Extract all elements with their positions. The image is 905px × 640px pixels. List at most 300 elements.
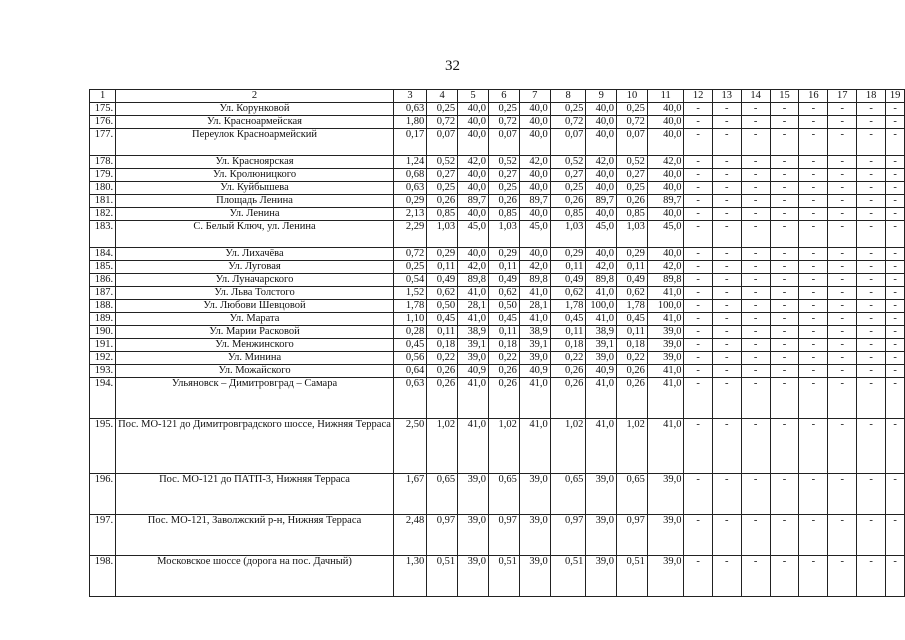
empty-cell: - — [857, 274, 886, 287]
empty-cell: - — [741, 365, 770, 378]
value-cell: 41,0 — [586, 313, 617, 326]
value-cell: 42,0 — [647, 156, 684, 169]
value-cell: 40,0 — [458, 103, 489, 116]
value-cell: 41,0 — [458, 378, 489, 419]
table-row — [90, 103, 905, 116]
row-number: 190. — [90, 326, 116, 339]
empty-cell: - — [741, 221, 770, 248]
empty-cell: - — [857, 419, 886, 474]
empty-cell: - — [799, 287, 828, 300]
value-cell: 0,68 — [393, 169, 426, 182]
value-cell: 0,51 — [488, 556, 519, 597]
value-cell: 0,11 — [427, 326, 458, 339]
empty-cell: - — [712, 129, 741, 156]
column-header: 17 — [828, 90, 857, 103]
empty-cell: - — [857, 129, 886, 156]
value-cell: 45,0 — [647, 221, 684, 248]
empty-cell: - — [712, 365, 741, 378]
value-cell: 89,8 — [586, 274, 617, 287]
empty-cell: - — [857, 195, 886, 208]
empty-cell: - — [828, 156, 857, 169]
value-cell: 41,0 — [586, 287, 617, 300]
empty-cell: - — [886, 195, 905, 208]
row-number: 184. — [90, 248, 116, 261]
value-cell: 1,52 — [393, 287, 426, 300]
value-cell: 41,0 — [647, 365, 684, 378]
empty-cell: - — [712, 378, 741, 419]
value-cell: 100,0 — [586, 300, 617, 313]
row-number: 178. — [90, 156, 116, 169]
value-cell: 41,0 — [647, 419, 684, 474]
empty-cell: - — [684, 116, 712, 129]
value-cell: 0,63 — [393, 103, 426, 116]
value-cell: 0,65 — [427, 474, 458, 515]
empty-cell: - — [770, 419, 799, 474]
value-cell: 0,27 — [427, 169, 458, 182]
value-cell: 40,9 — [458, 365, 489, 378]
value-cell: 0,49 — [427, 274, 458, 287]
value-cell: 39,0 — [647, 556, 684, 597]
value-cell: 0,22 — [550, 352, 586, 365]
value-cell: 39,0 — [586, 474, 617, 515]
empty-cell: - — [770, 556, 799, 597]
empty-cell: - — [799, 419, 828, 474]
table-row — [90, 182, 905, 195]
empty-cell: - — [684, 287, 712, 300]
empty-cell: - — [684, 103, 712, 116]
empty-cell: - — [741, 300, 770, 313]
value-cell: 41,0 — [519, 419, 550, 474]
value-cell: 41,0 — [519, 287, 550, 300]
empty-cell: - — [741, 419, 770, 474]
empty-cell: - — [741, 274, 770, 287]
empty-cell: - — [741, 116, 770, 129]
empty-cell: - — [799, 515, 828, 556]
value-cell: 0,49 — [550, 274, 586, 287]
value-cell: 1,02 — [617, 419, 648, 474]
value-cell: 41,0 — [647, 378, 684, 419]
row-number: 176. — [90, 116, 116, 129]
table-row — [90, 208, 905, 221]
empty-cell: - — [741, 195, 770, 208]
value-cell: 1,03 — [550, 221, 586, 248]
empty-cell: - — [799, 326, 828, 339]
empty-cell: - — [741, 352, 770, 365]
value-cell: 0,97 — [427, 515, 458, 556]
empty-cell: - — [770, 156, 799, 169]
value-cell: 39,0 — [586, 352, 617, 365]
empty-cell: - — [770, 103, 799, 116]
empty-cell: - — [712, 156, 741, 169]
table-row — [90, 365, 905, 378]
row-number: 196. — [90, 474, 116, 515]
column-header: 15 — [770, 90, 799, 103]
value-cell: 0,17 — [393, 129, 426, 156]
empty-cell: - — [828, 515, 857, 556]
empty-cell: - — [684, 419, 712, 474]
empty-cell: - — [857, 326, 886, 339]
value-cell: 0,54 — [393, 274, 426, 287]
value-cell: 41,0 — [458, 313, 489, 326]
value-cell: 1,03 — [488, 221, 519, 248]
empty-cell: - — [886, 556, 905, 597]
empty-cell: - — [857, 474, 886, 515]
empty-cell: - — [857, 221, 886, 248]
value-cell: 0,27 — [488, 169, 519, 182]
empty-cell: - — [770, 287, 799, 300]
value-cell: 42,0 — [647, 261, 684, 274]
value-cell: 0,29 — [393, 195, 426, 208]
street-name: Площадь Ленина — [116, 195, 394, 208]
value-cell: 0,11 — [550, 326, 586, 339]
value-cell: 40,0 — [458, 116, 489, 129]
value-cell: 39,0 — [458, 474, 489, 515]
value-cell: 0,18 — [488, 339, 519, 352]
row-number: 195. — [90, 419, 116, 474]
empty-cell: - — [684, 339, 712, 352]
value-cell: 0,26 — [427, 365, 458, 378]
empty-cell: - — [684, 274, 712, 287]
empty-cell: - — [712, 515, 741, 556]
row-number: 183. — [90, 221, 116, 248]
value-cell: 0,25 — [427, 182, 458, 195]
value-cell: 0,62 — [427, 287, 458, 300]
row-number: 194. — [90, 378, 116, 419]
value-cell: 42,0 — [586, 261, 617, 274]
page-number: 32 — [445, 58, 460, 74]
empty-cell: - — [828, 326, 857, 339]
value-cell: 0,29 — [427, 248, 458, 261]
table-row — [90, 313, 905, 326]
value-cell: 0,11 — [617, 261, 648, 274]
value-cell: 39,0 — [647, 474, 684, 515]
row-number: 182. — [90, 208, 116, 221]
empty-cell: - — [684, 221, 712, 248]
column-header: 16 — [799, 90, 828, 103]
street-name: Ул. Куйбышева — [116, 182, 394, 195]
empty-cell: - — [886, 287, 905, 300]
value-cell: 39,0 — [586, 556, 617, 597]
value-cell: 41,0 — [586, 378, 617, 419]
value-cell: 40,0 — [647, 103, 684, 116]
value-cell: 0,52 — [488, 156, 519, 169]
empty-cell: - — [886, 474, 905, 515]
value-cell: 40,9 — [519, 365, 550, 378]
street-name: Ул. Минина — [116, 352, 394, 365]
empty-cell: - — [712, 116, 741, 129]
value-cell: 0,49 — [488, 274, 519, 287]
value-cell: 0,25 — [550, 103, 586, 116]
empty-cell: - — [712, 474, 741, 515]
value-cell: 0,65 — [617, 474, 648, 515]
value-cell: 0,29 — [617, 248, 648, 261]
value-cell: 0,52 — [550, 156, 586, 169]
empty-cell: - — [770, 378, 799, 419]
row-number: 197. — [90, 515, 116, 556]
value-cell: 41,0 — [519, 378, 550, 419]
value-cell: 0,45 — [393, 339, 426, 352]
street-name: Ул. Луначарского — [116, 274, 394, 287]
value-cell: 42,0 — [519, 156, 550, 169]
value-cell: 39,0 — [519, 515, 550, 556]
empty-cell: - — [886, 274, 905, 287]
value-cell: 0,62 — [550, 287, 586, 300]
value-cell: 0,51 — [427, 556, 458, 597]
value-cell: 0,97 — [617, 515, 648, 556]
value-cell: 40,0 — [458, 208, 489, 221]
value-cell: 38,9 — [519, 326, 550, 339]
empty-cell: - — [828, 274, 857, 287]
empty-cell: - — [828, 182, 857, 195]
empty-cell: - — [828, 129, 857, 156]
column-header: 18 — [857, 90, 886, 103]
table-row — [90, 248, 905, 261]
column-header: 10 — [617, 90, 648, 103]
value-cell: 0,07 — [427, 129, 458, 156]
empty-cell: - — [712, 103, 741, 116]
empty-cell: - — [684, 156, 712, 169]
value-cell: 0,25 — [488, 182, 519, 195]
empty-cell: - — [828, 287, 857, 300]
empty-cell: - — [857, 156, 886, 169]
street-name: Ул. Можайского — [116, 365, 394, 378]
empty-cell: - — [684, 474, 712, 515]
value-cell: 0,72 — [550, 116, 586, 129]
empty-cell: - — [828, 474, 857, 515]
value-cell: 1,78 — [550, 300, 586, 313]
empty-cell: - — [712, 419, 741, 474]
value-cell: 0,26 — [427, 195, 458, 208]
street-name: Ул. Любови Шевцовой — [116, 300, 394, 313]
empty-cell: - — [828, 352, 857, 365]
empty-cell: - — [741, 287, 770, 300]
table-row — [90, 274, 905, 287]
value-cell: 0,63 — [393, 378, 426, 419]
row-number: 188. — [90, 300, 116, 313]
empty-cell: - — [857, 378, 886, 419]
empty-cell: - — [770, 248, 799, 261]
column-header: 6 — [488, 90, 519, 103]
empty-cell: - — [684, 248, 712, 261]
value-cell: 1,10 — [393, 313, 426, 326]
value-cell: 38,9 — [458, 326, 489, 339]
value-cell: 0,72 — [427, 116, 458, 129]
value-cell: 42,0 — [458, 156, 489, 169]
empty-cell: - — [770, 300, 799, 313]
value-cell: 0,72 — [488, 116, 519, 129]
value-cell: 42,0 — [519, 261, 550, 274]
table-row — [90, 287, 905, 300]
empty-cell: - — [684, 556, 712, 597]
street-name: Ул. Менжинского — [116, 339, 394, 352]
empty-cell: - — [770, 182, 799, 195]
value-cell: 41,0 — [519, 313, 550, 326]
value-cell: 2,13 — [393, 208, 426, 221]
empty-cell: - — [886, 261, 905, 274]
empty-cell: - — [799, 195, 828, 208]
empty-cell: - — [741, 156, 770, 169]
empty-cell: - — [712, 326, 741, 339]
empty-cell: - — [741, 182, 770, 195]
empty-cell: - — [828, 378, 857, 419]
empty-cell: - — [857, 352, 886, 365]
table-row — [90, 339, 905, 352]
value-cell: 0,45 — [427, 313, 458, 326]
table-row — [90, 352, 905, 365]
value-cell: 89,7 — [458, 195, 489, 208]
table-row — [90, 515, 905, 556]
value-cell: 0,22 — [427, 352, 458, 365]
empty-cell: - — [741, 339, 770, 352]
empty-cell: - — [770, 313, 799, 326]
value-cell: 41,0 — [458, 287, 489, 300]
empty-cell: - — [857, 169, 886, 182]
value-cell: 0,49 — [617, 274, 648, 287]
empty-cell: - — [712, 339, 741, 352]
empty-cell: - — [741, 103, 770, 116]
column-header: 3 — [393, 90, 426, 103]
empty-cell: - — [799, 156, 828, 169]
value-cell: 39,0 — [458, 515, 489, 556]
row-number: 179. — [90, 169, 116, 182]
empty-cell: - — [886, 116, 905, 129]
value-cell: 40,0 — [458, 248, 489, 261]
empty-cell: - — [684, 129, 712, 156]
value-cell: 28,1 — [519, 300, 550, 313]
value-cell: 0,45 — [488, 313, 519, 326]
column-header: 19 — [886, 90, 905, 103]
value-cell: 40,0 — [586, 129, 617, 156]
value-cell: 45,0 — [519, 221, 550, 248]
value-cell: 89,8 — [458, 274, 489, 287]
empty-cell: - — [712, 195, 741, 208]
value-cell: 0,97 — [550, 515, 586, 556]
empty-cell: - — [684, 313, 712, 326]
value-cell: 40,0 — [647, 248, 684, 261]
empty-cell: - — [886, 515, 905, 556]
value-cell: 39,0 — [519, 556, 550, 597]
empty-cell: - — [712, 261, 741, 274]
value-cell: 0,25 — [617, 103, 648, 116]
value-cell: 100,0 — [647, 300, 684, 313]
street-name: Ул. Кролюницкого — [116, 169, 394, 182]
value-cell: 1,02 — [550, 419, 586, 474]
value-cell: 0,26 — [488, 378, 519, 419]
empty-cell: - — [828, 313, 857, 326]
value-cell: 40,0 — [458, 169, 489, 182]
empty-cell: - — [828, 116, 857, 129]
value-cell: 0,26 — [488, 195, 519, 208]
empty-cell: - — [828, 248, 857, 261]
empty-cell: - — [799, 313, 828, 326]
row-number: 180. — [90, 182, 116, 195]
empty-cell: - — [770, 116, 799, 129]
empty-cell: - — [770, 352, 799, 365]
empty-cell: - — [857, 248, 886, 261]
empty-cell: - — [799, 261, 828, 274]
value-cell: 0,62 — [617, 287, 648, 300]
empty-cell: - — [712, 221, 741, 248]
value-cell: 0,56 — [393, 352, 426, 365]
empty-cell: - — [857, 287, 886, 300]
column-header: 1 — [90, 90, 116, 103]
empty-cell: - — [828, 419, 857, 474]
empty-cell: - — [799, 352, 828, 365]
value-cell: 0,65 — [488, 474, 519, 515]
empty-cell: - — [712, 352, 741, 365]
street-name: Ул. Лихачёва — [116, 248, 394, 261]
row-number: 189. — [90, 313, 116, 326]
value-cell: 0,25 — [393, 261, 426, 274]
value-cell: 28,1 — [458, 300, 489, 313]
empty-cell: - — [741, 313, 770, 326]
empty-cell: - — [741, 169, 770, 182]
value-cell: 0,11 — [488, 261, 519, 274]
empty-cell: - — [712, 313, 741, 326]
empty-cell: - — [741, 129, 770, 156]
value-cell: 39,0 — [647, 339, 684, 352]
empty-cell: - — [684, 195, 712, 208]
empty-cell: - — [712, 556, 741, 597]
street-name: Пос. МО-121 до ПАТП-3, Нижняя Терраса — [116, 474, 394, 515]
table-row — [90, 261, 905, 274]
value-cell: 39,1 — [458, 339, 489, 352]
value-cell: 0,85 — [488, 208, 519, 221]
value-cell: 40,0 — [519, 169, 550, 182]
value-cell: 40,0 — [519, 182, 550, 195]
value-cell: 40,0 — [647, 169, 684, 182]
street-name: Ул. Луговая — [116, 261, 394, 274]
street-name: Переулок Красноармейский — [116, 129, 394, 156]
empty-cell: - — [770, 129, 799, 156]
value-cell: 0,22 — [617, 352, 648, 365]
empty-cell: - — [712, 274, 741, 287]
value-cell: 0,25 — [427, 103, 458, 116]
value-cell: 40,0 — [519, 103, 550, 116]
empty-cell: - — [741, 378, 770, 419]
value-cell: 0,18 — [427, 339, 458, 352]
value-cell: 89,7 — [586, 195, 617, 208]
value-cell: 0,26 — [617, 378, 648, 419]
empty-cell: - — [712, 287, 741, 300]
row-number: 187. — [90, 287, 116, 300]
value-cell: 0,45 — [550, 313, 586, 326]
empty-cell: - — [857, 103, 886, 116]
value-cell: 0,85 — [617, 208, 648, 221]
value-cell: 40,0 — [586, 208, 617, 221]
column-header: 5 — [458, 90, 489, 103]
value-cell: 0,45 — [617, 313, 648, 326]
empty-cell: - — [886, 378, 905, 419]
value-cell: 0,26 — [488, 365, 519, 378]
value-cell: 40,0 — [647, 116, 684, 129]
value-cell: 0,27 — [617, 169, 648, 182]
empty-cell: - — [770, 326, 799, 339]
street-name: С. Белый Ключ, ул. Ленина — [116, 221, 394, 248]
empty-cell: - — [886, 326, 905, 339]
empty-cell: - — [799, 103, 828, 116]
value-cell: 1,02 — [488, 419, 519, 474]
street-name: Ул. Ленина — [116, 208, 394, 221]
value-cell: 0,97 — [488, 515, 519, 556]
value-cell: 0,26 — [617, 195, 648, 208]
table-row — [90, 300, 905, 313]
empty-cell: - — [684, 326, 712, 339]
empty-cell: - — [684, 169, 712, 182]
empty-cell: - — [857, 261, 886, 274]
empty-cell: - — [770, 169, 799, 182]
value-cell: 0,26 — [550, 378, 586, 419]
